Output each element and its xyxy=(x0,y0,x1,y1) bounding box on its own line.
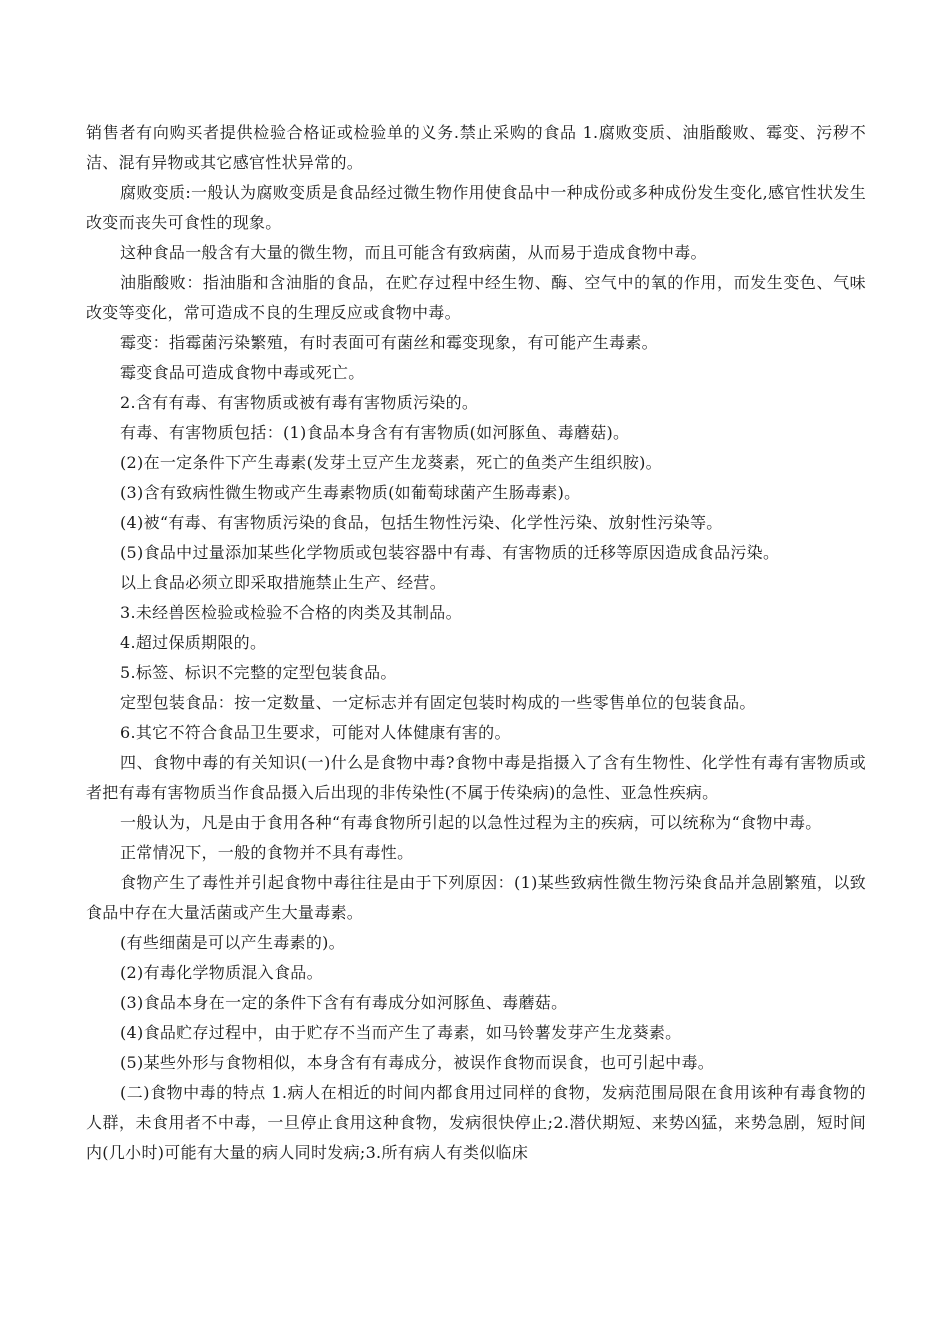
paragraph: (有些细菌是可以产生毒素的)。 xyxy=(120,933,345,952)
paragraph: 销售者有向购买者提供检验合格证或检验单的义务.禁止采购的食品 1.腐败变质、油脂酸败、霉变、污秽不洁、混有异物或其它感官性状异常的。 xyxy=(86,123,866,172)
paragraph: 这种食品一般含有大量的微生物，而且可能含有致病菌，从而易于造成食物中毒。 xyxy=(120,243,707,262)
paragraph: 食物产生了毒性并引起食物中毒往往是由于下列原因：(1)某些致病性微生物污染食品并急剧繁殖，以致食品中存在大量活菌或产生大量毒素。 xyxy=(86,873,866,922)
paragraph: 6.其它不符合食品卫生要求，可能对人体健康有害的。 xyxy=(120,723,511,742)
paragraph: (5)食品中过量添加某些化学物质或包装容器中有毒、有害物质的迁移等原因造成食品污染。 xyxy=(120,543,780,562)
paragraph: 油脂酸败：指油脂和含油脂的食品，在贮存过程中经生物、酶、空气中的氧的作用，而发生变色、气味改变等变化，常可造成不良的生理反应或食物中毒。 xyxy=(86,273,866,322)
paragraph: 腐败变质:一般认为腐败变质是食品经过微生物作用使食品中一种成份或多种成份发生变化,感官性状发生改变而丧失可食性的现象。 xyxy=(86,183,866,232)
paragraph: (3)含有致病性微生物或产生毒素物质(如葡萄球菌产生肠毒素)。 xyxy=(120,483,581,502)
paragraph: (5)某些外形与食物相似，本身含有有毒成分，被误作食物而误食，也可引起中毒。 xyxy=(120,1053,715,1072)
paragraph: 3.未经兽医检验或检验不合格的肉类及其制品。 xyxy=(120,603,462,622)
paragraph: 4.超过保质期限的。 xyxy=(120,633,267,652)
paragraph: (4)被“有毒、有害物质污染的食品，包括生物性污染、化学性污染、放射性污染等。 xyxy=(120,513,723,532)
document-page xyxy=(86,118,866,1168)
paragraph: 2.含有有毒、有害物质或被有毒有害物质污染的。 xyxy=(120,393,479,412)
paragraph: 有毒、有害物质包括：(1)食品本身含有有害物质(如河豚鱼、毒蘑菇)。 xyxy=(120,423,630,442)
paragraph: 一般认为，凡是由于食用各种“有毒食物所引起的以急性过程为主的疾病，可以统称为“食物中毒。 xyxy=(120,813,822,832)
paragraph: (3)食品本身在一定的条件下含有有毒成分如河豚鱼、毒蘑菇。 xyxy=(120,993,568,1012)
paragraph: 霉变：指霉菌污染繁殖，有时表面可有菌丝和霉变现象，有可能产生毒素。 xyxy=(120,333,658,352)
paragraph: (4)食品贮存过程中，由于贮存不当而产生了毒素，如马铃薯发芽产生龙葵素。 xyxy=(120,1023,682,1042)
paragraph: (二)食物中毒的特点 1.病人在相近的时间内都食用过同样的食物，发病范围局限在食用该种有毒食物的人群，未食用者不中毒，一旦停止食用这种食物，发病很快停止;2.潜伏期短、来势凶猛，来势急剧，短时间内(几小时)可能有大量的病人同时发病;3.所有病人有类似临床 xyxy=(86,1083,866,1162)
paragraph: 四、食物中毒的有关知识(一)什么是食物中毒?食物中毒是指摄入了含有生物性、化学性有毒有害物质或者把有毒有害物质当作食品摄入后出现的非传染性(不属于传染病)的急性、亚急性疾病。 xyxy=(86,753,866,802)
paragraph: 霉变食品可造成食物中毒或死亡。 xyxy=(120,363,365,382)
paragraph: 以上食品必须立即采取措施禁止生产、经营。 xyxy=(120,573,447,592)
paragraph: (2)有毒化学物质混入食品。 xyxy=(120,963,323,982)
paragraph: (2)在一定条件下产生毒素(发芽土豆产生龙葵素，死亡的鱼类产生组织胺)。 xyxy=(120,453,662,472)
paragraph: 5.标签、标识不完整的定型包装食品。 xyxy=(120,663,397,682)
paragraph: 正常情况下，一般的食物并不具有毒性。 xyxy=(120,843,414,862)
paragraph: 定型包装食品：按一定数量、一定标志并有固定包装时构成的一些零售单位的包装食品。 xyxy=(120,693,756,712)
